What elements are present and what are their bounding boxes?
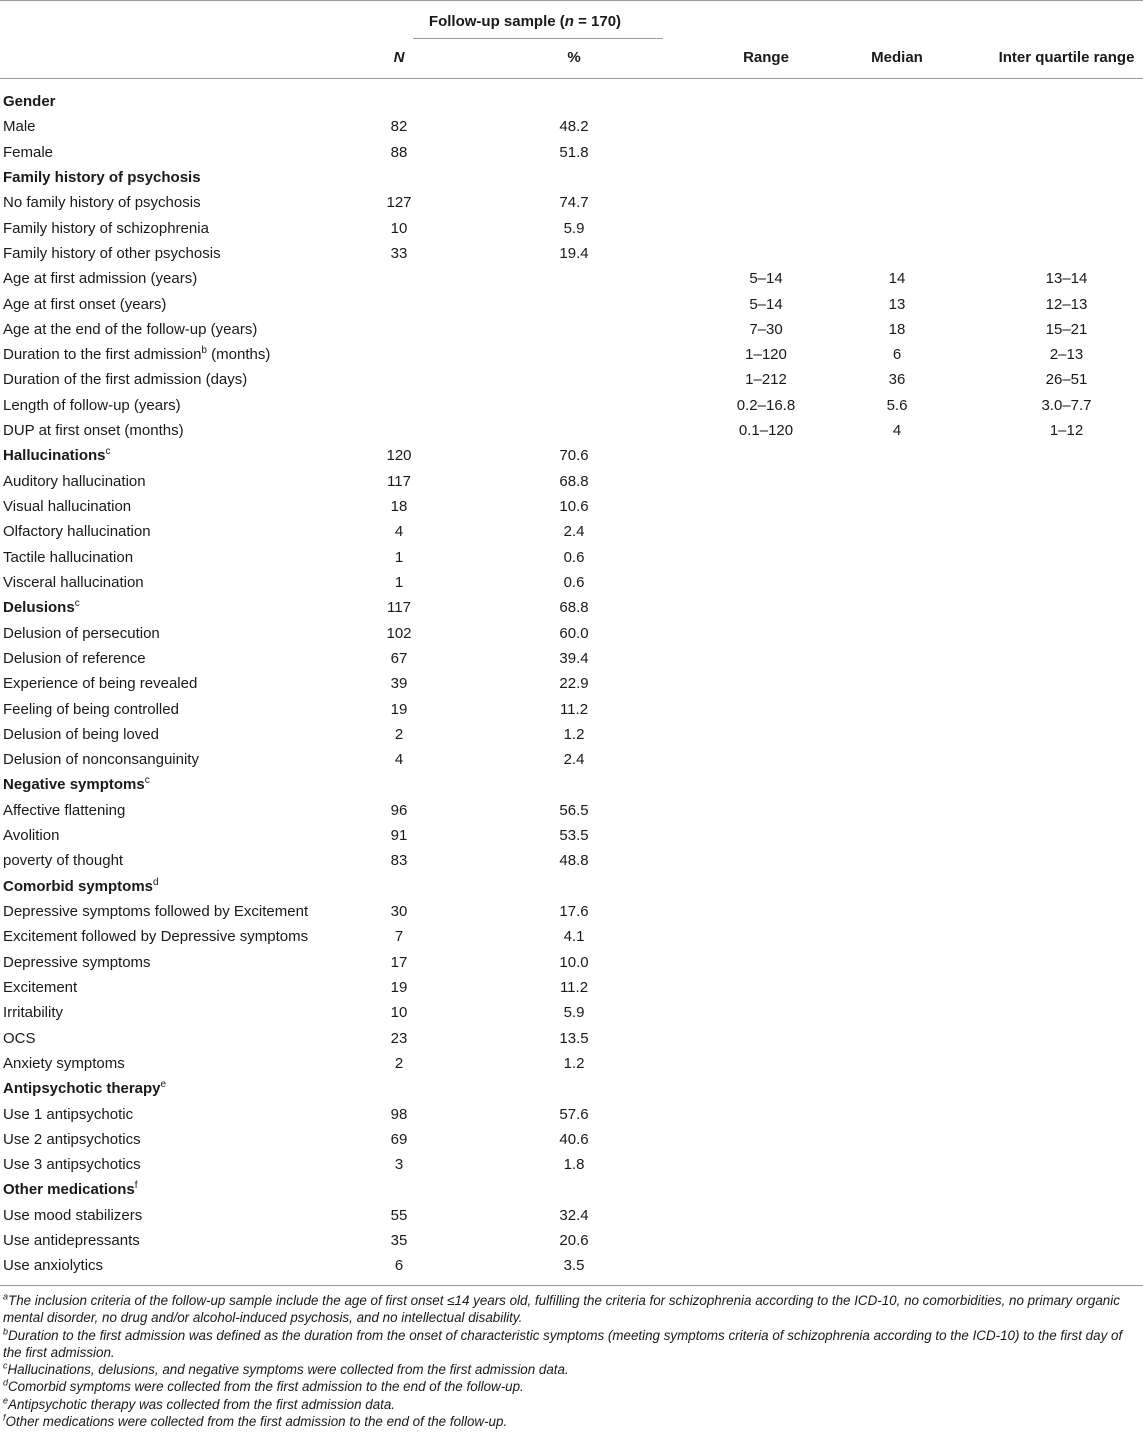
row-label-text: Use mood stabilizers [3,1206,143,1224]
row-label-suffix: (months) [206,346,271,364]
cell-median: 5.6 [886,396,908,414]
cell-percent: 0.6 [563,548,585,566]
table-row [0,367,1143,392]
row-label [3,345,270,365]
cell-n: 1 [394,573,404,591]
cell-n: 33 [390,244,408,262]
footnote-c [3,1361,1143,1378]
row-label [3,1054,125,1074]
cell-n: 18 [390,498,408,515]
sample-n-variable: n [564,13,574,30]
row-label-text: No family history of psychosis [3,194,201,212]
cell-range: 5–14 [749,270,783,288]
row-label [3,674,197,694]
row-label [3,497,131,517]
column-header-iqr: Inter quartile range [998,49,1135,66]
row-label [3,244,221,264]
footnote-text: Other medications were collected from the first admission to the end of the follow-up. [5,1414,508,1430]
row-label [3,295,166,315]
cell-percent: 1.2 [563,1054,585,1072]
cell-n: 88 [390,143,408,161]
cell-percent: 32.4 [559,1206,589,1224]
sample-title: Follow-up sample ( [428,13,565,30]
cell-percent: 10.6 [559,498,589,515]
row-label-text: Antipsychotic therapy [3,1080,161,1098]
row-label-text: Excitement followed by Depressive symptoms [3,928,309,946]
row-label-text: Auditory hallucination [3,472,146,490]
row-label [3,775,150,795]
cell-percent: 20.6 [559,1232,589,1250]
cell-median: 13 [888,295,906,313]
row-label [3,1003,63,1023]
cell-range: 1–212 [745,371,787,389]
cell-n: 82 [390,118,408,136]
row-label [3,421,184,441]
row-label [3,522,151,542]
cell-percent: 13.5 [559,1029,589,1047]
cell-percent: 74.7 [559,194,589,212]
section-row [0,1076,1143,1101]
row-label [3,573,144,593]
cell-n: 10 [390,1004,408,1022]
footnote-e [3,1396,1143,1413]
footnote-marker: e [3,1395,9,1406]
row-label [3,851,123,871]
table-row [0,292,1143,317]
row-label-text: Irritability [3,1004,64,1022]
footnote-marker: a [3,1291,9,1302]
cell-range: 1–120 [745,346,787,364]
cell-iqr: 12–13 [1045,295,1088,313]
table-row [0,190,1143,215]
section-row [0,772,1143,797]
row-label-text: Use 1 antipsychotic [3,1105,134,1123]
table-row [0,697,1143,722]
row-label [3,649,146,669]
table-row [0,1203,1143,1228]
cell-n: 91 [390,827,408,845]
row-label-text: Gender [3,93,56,110]
row-label [3,320,257,340]
footnote-marker: d [153,876,159,888]
cell-percent: 10.0 [559,953,589,971]
cell-percent: 17.6 [559,903,589,920]
cell-n: 120 [386,447,412,465]
cell-median: 14 [888,270,906,288]
row-label [3,927,308,947]
row-label-text: Age at first onset (years) [3,295,167,313]
row-label-text: Female [3,143,54,161]
row-label-text: Visceral hallucination [3,573,144,591]
row-label [3,548,133,568]
table-row [0,140,1143,165]
row-label-text: Family history of schizophrenia [3,219,209,237]
cell-percent: 2.4 [563,523,585,541]
row-label-text: Delusion of reference [3,649,146,667]
footnote-marker: b [201,345,207,357]
row-label-text: Depressive symptoms [3,953,151,971]
table-row [0,570,1143,595]
row-label [3,750,199,770]
row-label-text: Affective flattening [3,801,126,819]
table-row [0,494,1143,519]
row-label-text: poverty of thought [3,852,124,870]
cell-n: 55 [390,1206,408,1224]
table-row [0,266,1143,291]
row-label-text: Avolition [3,827,60,845]
row-label [3,598,80,618]
row-label-text: Age at the end of the follow-up (years) [3,320,258,338]
footnote-d [3,1378,1143,1395]
table-row [0,621,1143,646]
row-label [3,902,308,922]
cell-n: 4 [394,523,404,541]
row-label-text: Comorbid symptoms [3,877,154,895]
cell-percent: 60.0 [559,624,589,642]
row-label [3,219,209,239]
column-header-range: Range [743,49,789,66]
cell-range: 0.2–16.8 [736,396,796,414]
footnote-b [3,1327,1143,1362]
cell-n: 19 [390,978,408,996]
cell-iqr: 1–12 [1049,422,1084,440]
cell-percent: 70.6 [559,447,589,465]
section-row [0,1177,1143,1202]
row-label [3,1155,141,1175]
table-row [0,798,1143,823]
cell-n: 102 [386,624,412,642]
row-label-text: Delusions [3,599,75,617]
row-label [3,117,36,137]
footnote-text: Duration to the first admission was defined as the duration from the onset of characteristic symptoms (meeting symptoms criteria of schizophrenia according to the ICD-10) to the first day of the first admission. [3,1327,1123,1360]
table-row [0,114,1143,139]
cell-iqr: 3.0–7.7 [1041,396,1092,414]
cell-n: 23 [390,1029,408,1047]
cell-n: 69 [390,1130,408,1148]
row-label-text: Duration of the first admission (days) [3,371,248,389]
cell-n: 117 [387,599,411,617]
row-label [3,624,160,644]
cell-n: 2 [394,1054,404,1072]
row-label [3,370,247,390]
row-label-text: Excitement [3,978,78,996]
footnote-a [3,1292,1143,1327]
row-label [3,877,159,897]
section-row [0,874,1143,899]
table-row [0,545,1143,570]
table-row [0,1228,1143,1253]
row-label [3,193,201,213]
table-row [0,393,1143,418]
section-row [0,165,1143,190]
cell-percent: 1.2 [563,725,585,743]
table-row [0,342,1143,367]
table-row [0,975,1143,1000]
table-row [0,317,1143,342]
table-top-rule [0,0,1143,1]
table-row [0,519,1143,544]
cell-percent: 2.4 [563,751,585,769]
row-label-text: Other medications [3,1181,135,1199]
cell-percent: 1.8 [563,1156,585,1174]
row-label-text: Feeling of being controlled [3,700,179,718]
row-label-text: Anxiety symptoms [3,1054,125,1072]
row-label [3,1029,36,1049]
cell-percent: 3.5 [563,1257,585,1275]
footnote-text: Comorbid symptoms were collected from the first admission to the end of the follow-up. [8,1379,524,1395]
column-header-median: Median [871,49,923,66]
table-row [0,241,1143,266]
table-row [0,646,1143,671]
table-row [0,1102,1143,1127]
row-label-text: Use 3 antipsychotics [3,1156,141,1174]
row-label-text: Visual hallucination [3,498,132,515]
cell-n: 98 [390,1105,408,1123]
footnote-marker: c [3,1360,8,1371]
cell-percent: 0.6 [563,573,585,591]
footnote-text: Antipsychotic therapy was collected from the first admission data. [8,1396,396,1412]
row-label-text: Male [3,118,36,136]
row-label [3,1180,137,1200]
cell-n: 6 [394,1257,404,1275]
row-label [3,396,181,416]
row-label-text: Delusion of being loved [3,725,159,743]
cell-median: 18 [888,320,906,338]
sample-header [385,12,665,32]
cell-n: 35 [390,1232,408,1250]
row-label-text: Hallucinations [3,447,106,465]
footnote-text: Hallucinations, delusions, and negative symptoms were collected from the first admission data. [7,1362,569,1378]
cell-n: 117 [387,472,411,490]
cell-n: 3 [394,1156,404,1174]
cell-range: 0.1–120 [738,422,794,440]
cell-percent: 5.9 [563,219,585,237]
footnote-text: The inclusion criteria of the follow-up sample include the age of first onset ≤14 years old, fulfilling the criteria for schizophrenia according to the ICD-10, no comorbidities, no primary organic mental disorder, no drug and/or alcohol-induced psychosis, and no intellectual disability. [3,1293,1120,1326]
cell-n: 4 [394,751,404,769]
cell-percent: 48.2 [559,118,589,136]
cell-n: 127 [386,194,412,212]
cell-n: 10 [390,219,408,237]
header-rule [0,78,1143,79]
table-row [0,1000,1143,1025]
cell-iqr: 26–51 [1045,371,1088,389]
table-row [0,1051,1143,1076]
cell-percent: 11.2 [559,700,589,718]
cell-percent: 57.6 [559,1105,589,1123]
cell-percent: 56.5 [559,801,589,819]
table-row [0,899,1143,924]
row-label-text: Negative symptoms [3,776,145,794]
row-label-text: Olfactory hallucination [3,523,151,541]
cell-percent: 22.9 [559,675,589,693]
row-label-text: Delusion of nonconsanguinity [3,751,199,769]
row-label [3,978,77,998]
sample-n-value: = 170) [573,13,622,30]
row-label [3,1256,103,1276]
cell-range: 7–30 [749,320,783,338]
cell-n: 2 [394,725,404,743]
row-label [3,269,197,289]
cell-n: 17 [390,953,408,971]
column-header-n: N [393,49,405,66]
footnote-marker: d [3,1378,9,1389]
cell-percent: 53.5 [559,827,589,845]
row-label [3,92,56,112]
footnote-marker: c [74,598,80,610]
cell-percent: 4.1 [563,928,585,946]
footnote-marker: c [105,446,111,458]
footnote-marker: c [144,775,150,787]
cell-iqr: 13–14 [1045,270,1088,288]
cell-iqr: 15–21 [1045,320,1088,338]
table-row [0,1253,1143,1278]
table-row [0,823,1143,848]
footnote-rule [0,1285,1143,1286]
row-label [3,1105,133,1125]
footnotes [3,1292,1143,1430]
cell-percent: 48.8 [559,852,589,870]
row-label [3,1231,140,1251]
row-label-text: Use anxiolytics [3,1257,104,1275]
footnote-marker: b [3,1326,9,1337]
row-label-text: Tactile hallucination [3,548,134,566]
cell-n: 83 [390,852,408,870]
cell-iqr: 2–13 [1049,346,1084,364]
row-label-text: Delusion of persecution [3,624,160,642]
cell-percent: 68.8 [559,599,589,617]
cell-n: 19 [390,700,408,718]
row-label [3,700,179,720]
table-row [0,671,1143,696]
cell-range: 5–14 [749,295,783,313]
cell-percent: 51.8 [559,143,589,161]
cell-n: 1 [394,548,404,566]
footnote-marker: e [160,1079,167,1091]
table-row [0,469,1143,494]
cell-median: 36 [888,371,906,389]
row-label [3,953,151,973]
table-body [0,89,1143,1279]
row-label-text: Experience of being revealed [3,675,198,693]
table-row [0,747,1143,772]
row-label [3,725,159,745]
table-row [0,1152,1143,1177]
row-label-text: Duration to the first admission [3,346,202,364]
table-row [0,216,1143,241]
cell-percent: 19.4 [559,244,589,262]
row-label-text: Depressive symptoms followed by Excitement [3,903,309,920]
cell-percent: 40.6 [559,1130,589,1148]
table-row [0,1026,1143,1051]
row-label [3,1206,142,1226]
row-label [3,826,59,846]
cell-percent: 11.2 [559,978,589,996]
table-row [0,848,1143,873]
table-row [0,950,1143,975]
section-row [0,443,1143,468]
row-label-text: Age at first admission (years) [3,270,198,288]
table-row [0,418,1143,443]
row-label [3,143,53,163]
sample-header-rule [413,38,663,39]
section-row [0,89,1143,114]
footnote-marker: f [134,1180,138,1192]
cell-percent: 39.4 [559,649,589,667]
footnote-marker: f [3,1412,6,1423]
row-label-text: DUP at first onset (months) [3,422,184,440]
row-label-text: OCS [3,1029,36,1047]
table-row [0,924,1143,949]
row-label [3,446,111,466]
cell-n: 7 [394,928,404,946]
cell-n: 96 [390,801,408,819]
cell-n: 39 [390,675,408,693]
footnote-f [3,1413,1143,1430]
cell-median: 6 [892,346,902,364]
cell-percent: 68.8 [559,472,589,490]
cell-n: 67 [390,649,408,667]
column-header-percent: % [567,49,581,66]
cell-percent: 5.9 [563,1004,585,1022]
section-row [0,595,1143,620]
row-label [3,801,125,821]
cell-n: 30 [390,903,408,920]
table-row [0,722,1143,747]
row-label [3,1079,166,1099]
row-label-text: Use antidepressants [3,1232,140,1250]
row-label-text: Length of follow-up (years) [3,396,181,414]
row-label [3,168,201,188]
cell-median: 4 [892,422,902,440]
row-label [3,1130,141,1150]
table-row [0,1127,1143,1152]
row-label [3,472,146,492]
row-label-text: Use 2 antipsychotics [3,1130,141,1148]
row-label-text: Family history of other psychosis [3,244,221,262]
row-label-text: Family history of psychosis [3,168,201,186]
